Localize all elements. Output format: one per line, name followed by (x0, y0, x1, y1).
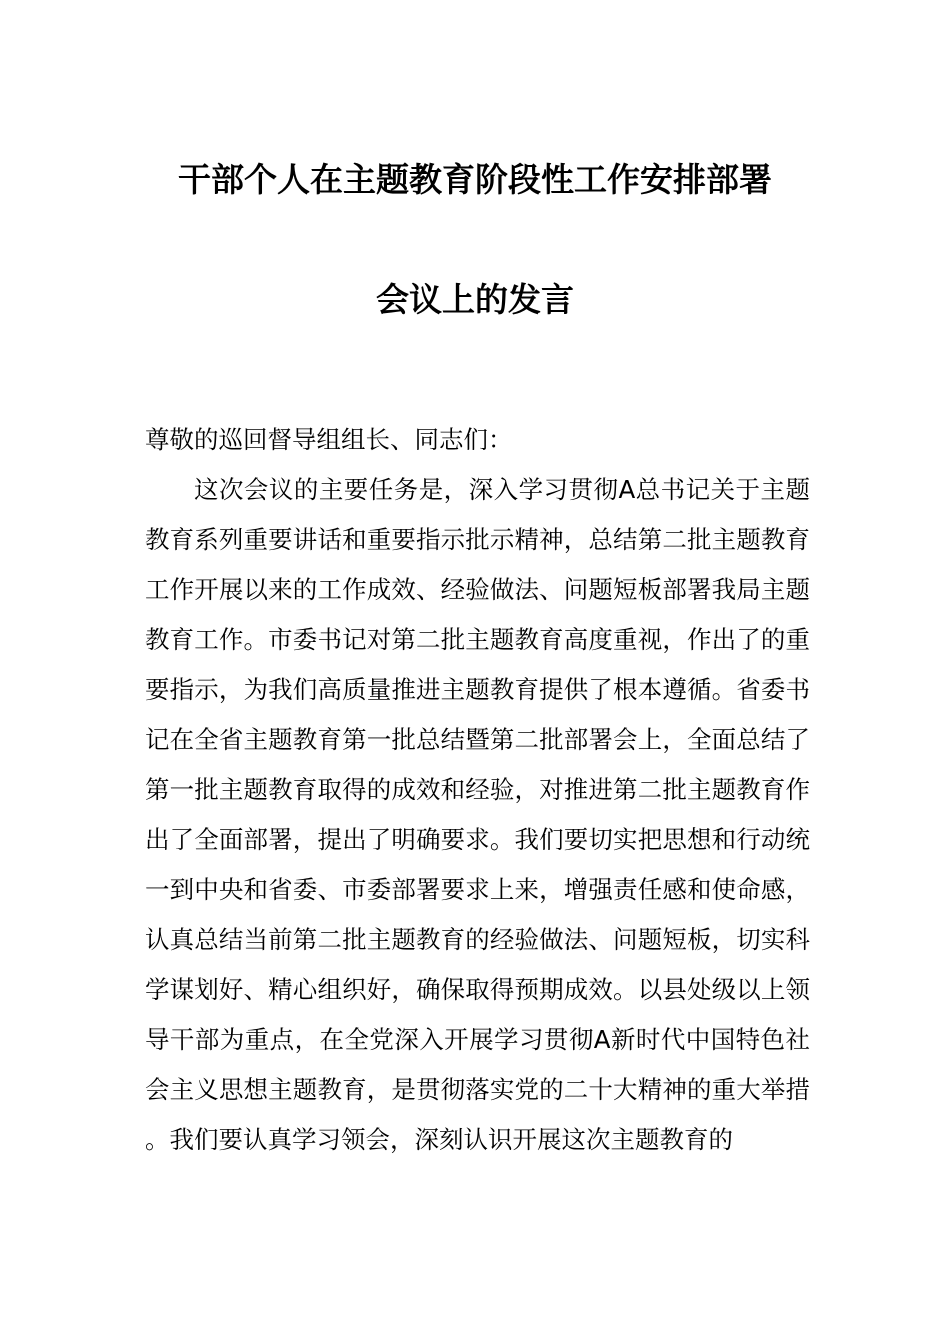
document-title-line-2: 会议上的发言 (376, 280, 574, 319)
salutation: 尊敬的巡回督导组组长、同志们： (145, 425, 513, 454)
body-paragraph: 这次会议的主要任务是，深入学习贯彻A总书记关于主题教育系列重要讲话和重要指示批示精神，总结第二批主题教育工作开展以来的工作成效、经验做法、问题短板部署我局主题教育工作。市委书记对第二批主题教育高度重视，作出了的重要指示，为我们高质量推进主题教育提供了根本遵循。省委书记在全省主题教育第一批总结暨第二批部署会上，全面总结了第一批主题教育取得的成效和经验，对推进第二批主题教育作出了全面部署，提出了明确要求。我们要切实把思想和行动统一到中央和省委、市委部署要求上来，增强责任感和使命感，认真总结当前第二批主题教育的经验做法、问题短板，切实科学谋划好、精心组织好，确保取得预期成效。以县处级以上领导干部为重点，在全党深入开展学习贯彻A新时代中国特色社会主义思想主题教育，是贯彻落实党的二十大精神的重大举措。我们要认真学习领会，深刻认识开展这次主题教育的 (145, 475, 810, 1154)
document-title-line-1: 干部个人在主题教育阶段性工作安排部署 (178, 160, 772, 199)
